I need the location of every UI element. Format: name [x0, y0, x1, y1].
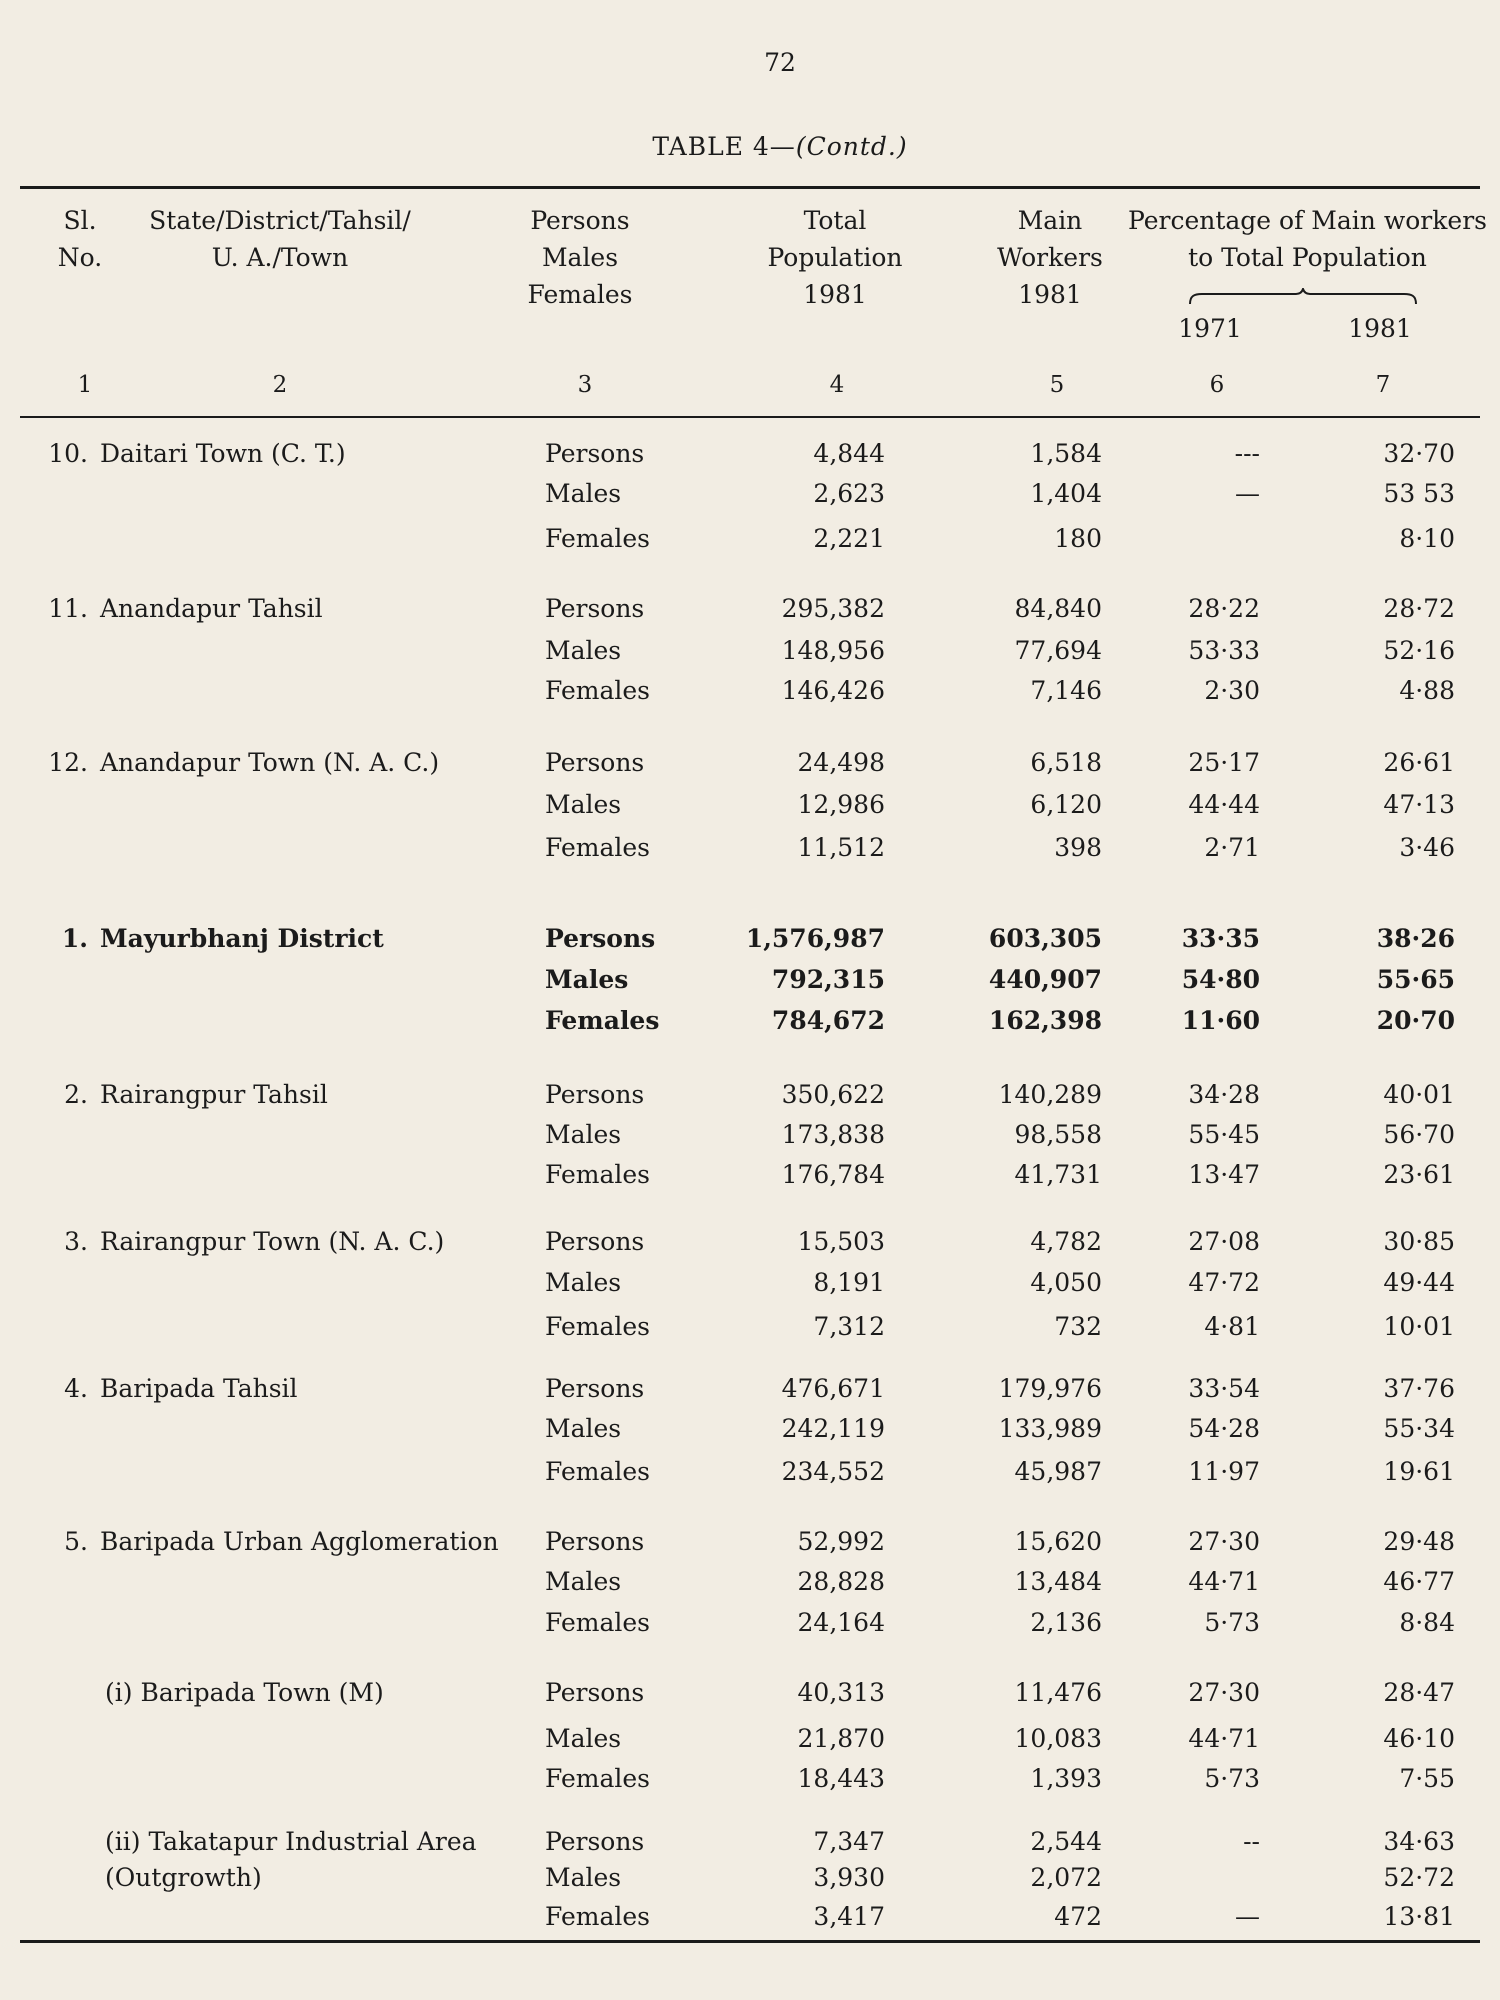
cell-p81: 10·01	[1383, 1312, 1455, 1341]
sex-label: Persons	[545, 1080, 645, 1109]
cell-p71: —	[1235, 1902, 1260, 1931]
cell-total: 148,956	[781, 636, 885, 665]
table-row	[0, 1263, 1500, 1303]
cell-p71: 27·30	[1188, 1527, 1260, 1556]
header-main-line: Main	[1017, 206, 1083, 235]
column-number: 1	[77, 372, 93, 398]
sex-label: Females	[545, 1160, 651, 1189]
cell-p81: 37·76	[1383, 1374, 1455, 1403]
cell-p71: 47·72	[1188, 1268, 1260, 1297]
cell-total: 146,426	[781, 676, 885, 705]
cell-p81: 26·61	[1383, 748, 1455, 777]
cell-p81: 19·61	[1383, 1457, 1455, 1486]
cell-total: 18,443	[797, 1764, 885, 1793]
cell-p81: 20·70	[1376, 1006, 1455, 1035]
cell-p81: 55·34	[1383, 1414, 1455, 1443]
cell-main: 10,083	[1014, 1724, 1102, 1753]
sex-label: Males	[545, 1268, 622, 1297]
cell-p71: 4·81	[1204, 1312, 1260, 1341]
cell-main: 2,136	[1030, 1608, 1102, 1637]
table-row	[0, 1001, 1500, 1041]
serial-number: 11.	[48, 594, 88, 623]
cell-main: 1,393	[1030, 1764, 1102, 1793]
cell-total: 784,672	[771, 1006, 885, 1035]
bottom-rule	[20, 1940, 1480, 1943]
cell-p81: 52·72	[1383, 1863, 1455, 1892]
cell-main: 6,120	[1030, 790, 1102, 819]
table-row	[0, 474, 1500, 514]
cell-p71: ---	[1234, 439, 1260, 468]
cell-p81: 4·88	[1399, 676, 1455, 705]
cell-p71: 54·80	[1181, 965, 1260, 994]
column-number: 7	[1375, 372, 1391, 398]
cell-main: 1,584	[1030, 439, 1102, 468]
cell-total: 3,417	[813, 1902, 885, 1931]
sex-label: Persons	[545, 1374, 645, 1403]
table-row	[0, 1155, 1500, 1195]
header-main-line: Workers	[997, 243, 1103, 272]
cell-p71: 33·54	[1188, 1374, 1260, 1403]
sex-label: Persons	[545, 1827, 645, 1856]
table-row	[0, 1759, 1500, 1799]
cell-main: 6,518	[1030, 748, 1102, 777]
cell-main: 98,558	[1014, 1120, 1102, 1149]
sex-label: Females	[545, 1457, 651, 1486]
cell-p81: 56·70	[1383, 1120, 1455, 1149]
sex-label: Females	[545, 1902, 651, 1931]
table-row	[0, 1719, 1500, 1759]
cell-main: 11,476	[1014, 1678, 1102, 1707]
cell-main: 4,782	[1030, 1227, 1102, 1256]
cell-p71: 54·28	[1188, 1414, 1260, 1443]
cell-main: 140,289	[998, 1080, 1102, 1109]
cell-p71: 44·71	[1188, 1567, 1260, 1596]
area-name: Mayurbhanj District	[100, 924, 384, 953]
cell-p81: 30·85	[1383, 1227, 1455, 1256]
cell-p81: 7·55	[1399, 1764, 1455, 1793]
header-total-line: 1981	[803, 280, 867, 309]
column-number: 4	[829, 372, 845, 398]
table-row	[0, 1897, 1500, 1937]
header-sl-line: Sl.	[63, 206, 97, 235]
header-percentage-line: Percentage of Main workers	[1128, 206, 1487, 235]
cell-total: 350,622	[781, 1080, 885, 1109]
cell-main: 603,305	[988, 924, 1102, 953]
cell-p71: 44·71	[1188, 1724, 1260, 1753]
sex-label: Males	[545, 790, 622, 819]
serial-number: 1.	[61, 924, 88, 953]
area-name: (Outgrowth)	[105, 1863, 262, 1892]
cell-p81: 46·77	[1383, 1567, 1455, 1596]
cell-main: 162,398	[988, 1006, 1102, 1035]
sex-label: Males	[545, 636, 622, 665]
cell-total: 1,576,987	[745, 924, 885, 953]
header-sex-line: Females	[527, 280, 633, 309]
cell-main: 2,544	[1030, 1827, 1102, 1856]
table-row	[0, 1858, 1500, 1898]
cell-p81: 46·10	[1383, 1724, 1455, 1753]
table-row	[0, 1369, 1500, 1409]
cell-main: 398	[1054, 833, 1102, 862]
cell-main: 41,731	[1014, 1160, 1102, 1189]
area-name: Anandapur Town (N. A. C.)	[100, 748, 440, 777]
cell-p71: 25·17	[1188, 748, 1260, 777]
table-row	[0, 434, 1500, 474]
cell-p71: 33·35	[1181, 924, 1260, 953]
cell-p71: 5·73	[1204, 1608, 1260, 1637]
sex-label: Persons	[545, 1527, 645, 1556]
table-row	[0, 631, 1500, 671]
sex-label: Persons	[545, 748, 645, 777]
area-name: Baripada Urban Agglomeration	[100, 1527, 499, 1556]
cell-main: 179,976	[998, 1374, 1102, 1403]
cell-main: 4,050	[1030, 1268, 1102, 1297]
sex-label: Males	[545, 1863, 622, 1892]
table-row	[0, 919, 1500, 959]
cell-total: 242,119	[781, 1414, 885, 1443]
cell-total: 24,164	[797, 1608, 885, 1637]
cell-total: 476,671	[781, 1374, 885, 1403]
cell-p81: 47·13	[1383, 790, 1455, 819]
table-row	[0, 1562, 1500, 1602]
cell-p81: 28·72	[1383, 594, 1455, 623]
cell-p71: 27·30	[1188, 1678, 1260, 1707]
cell-main: 472	[1054, 1902, 1102, 1931]
sex-label: Persons	[545, 1227, 645, 1256]
sex-label: Females	[545, 1608, 651, 1637]
cell-total: 792,315	[771, 965, 885, 994]
serial-number: 10.	[48, 439, 88, 468]
cell-total: 8,191	[813, 1268, 885, 1297]
header-sex-line: Persons	[530, 206, 630, 235]
cell-p71: 44·44	[1188, 790, 1260, 819]
column-number: 6	[1209, 372, 1225, 398]
column-number: 3	[577, 372, 593, 398]
header-percentage-line: to Total Population	[1188, 243, 1427, 272]
cell-main: 13,484	[1014, 1567, 1102, 1596]
table-row	[0, 1673, 1500, 1713]
cell-p81: 29·48	[1383, 1527, 1455, 1556]
cell-total: 7,347	[813, 1827, 885, 1856]
sex-label: Females	[545, 676, 651, 705]
serial-number: 3.	[64, 1227, 88, 1256]
table-row	[0, 1222, 1500, 1262]
serial-number: 4.	[64, 1374, 88, 1403]
cell-p71: —	[1235, 479, 1260, 508]
cell-main: 180	[1054, 524, 1102, 553]
cell-p81: 40·01	[1383, 1080, 1455, 1109]
cell-p71: 2·71	[1204, 833, 1260, 862]
cell-main: 1,404	[1030, 479, 1102, 508]
sex-label: Females	[545, 1312, 651, 1341]
area-name: Anandapur Tahsil	[100, 594, 323, 623]
serial-number: 5.	[64, 1527, 88, 1556]
cell-p71: 27·08	[1188, 1227, 1260, 1256]
header-name-line: U. A./Town	[211, 243, 349, 272]
area-name: (i) Baripada Town (M)	[105, 1678, 384, 1707]
area-name: Baripada Tahsil	[100, 1374, 298, 1403]
table-row	[0, 1307, 1500, 1347]
table-row	[0, 589, 1500, 629]
cell-p81: 13·81	[1383, 1902, 1455, 1931]
cell-p81: 32·70	[1383, 439, 1455, 468]
cell-p71: 53·33	[1188, 636, 1260, 665]
cell-p71: --	[1243, 1827, 1260, 1856]
table-row	[0, 671, 1500, 711]
cell-main: 77,694	[1014, 636, 1102, 665]
cell-p81: 8·84	[1399, 1608, 1455, 1637]
cell-main: 2,072	[1030, 1863, 1102, 1892]
table-row	[0, 960, 1500, 1000]
cell-total: 234,552	[781, 1457, 885, 1486]
cell-main: 7,146	[1030, 676, 1102, 705]
cell-total: 3,930	[813, 1863, 885, 1892]
cell-total: 15,503	[797, 1227, 885, 1256]
cell-total: 7,312	[813, 1312, 885, 1341]
cell-p81: 23·61	[1383, 1160, 1455, 1189]
area-name: (ii) Takatapur Industrial Area	[105, 1827, 477, 1856]
header-name-line: State/District/Tahsil/	[149, 206, 411, 235]
sex-label: Females	[545, 833, 651, 862]
sex-label: Females	[545, 524, 651, 553]
cell-p81: 53 53	[1383, 479, 1455, 508]
table-row	[0, 1075, 1500, 1115]
serial-number: 12.	[48, 748, 88, 777]
cell-total: 173,838	[781, 1120, 885, 1149]
table-row	[0, 1452, 1500, 1492]
cell-total: 24,498	[797, 748, 885, 777]
cell-p71: 11·97	[1188, 1457, 1260, 1486]
header-main-line: 1981	[1018, 280, 1082, 309]
table-row	[0, 519, 1500, 559]
sex-label: Females	[545, 1006, 660, 1035]
sex-label: Persons	[545, 1678, 645, 1707]
sex-label: Males	[545, 1567, 622, 1596]
cell-total: 4,844	[813, 439, 885, 468]
header-sl-line: No.	[57, 243, 103, 272]
sex-label: Persons	[545, 924, 656, 953]
cell-p71: 2·30	[1204, 676, 1260, 705]
area-name: Rairangpur Town (N. A. C.)	[100, 1227, 445, 1256]
table-row	[0, 1603, 1500, 1643]
table-row	[0, 828, 1500, 868]
table-row	[0, 743, 1500, 783]
cell-total: 2,221	[813, 524, 885, 553]
cell-p71: 11·60	[1181, 1006, 1260, 1035]
cell-p81: 55·65	[1376, 965, 1455, 994]
table-row	[0, 1822, 1500, 1862]
sex-label: Males	[545, 1724, 622, 1753]
cell-total: 11,512	[797, 833, 885, 862]
table-row	[0, 1522, 1500, 1562]
table-title-label: TABLE 4—	[652, 132, 796, 161]
table-row	[0, 1409, 1500, 1449]
cell-main: 45,987	[1014, 1457, 1102, 1486]
cell-p71: 5·73	[1204, 1764, 1260, 1793]
cell-main: 84,840	[1014, 594, 1102, 623]
sex-label: Males	[545, 1120, 622, 1149]
table-row	[0, 1115, 1500, 1155]
cell-p71: 28·22	[1188, 594, 1260, 623]
cell-total: 2,623	[813, 479, 885, 508]
cell-total: 40,313	[797, 1678, 885, 1707]
area-name: Rairangpur Tahsil	[100, 1080, 328, 1109]
cell-main: 440,907	[988, 965, 1102, 994]
cell-p81: 8·10	[1399, 524, 1455, 553]
cell-total: 176,784	[781, 1160, 885, 1189]
cell-p71: 55·45	[1188, 1120, 1260, 1149]
sex-label: Males	[545, 479, 622, 508]
sex-label: Males	[545, 1414, 622, 1443]
sex-label: Females	[545, 1764, 651, 1793]
cell-total: 21,870	[797, 1724, 885, 1753]
header-total-line: Total	[803, 206, 867, 235]
sex-label: Males	[545, 965, 629, 994]
serial-number: 2.	[64, 1080, 88, 1109]
header-year-1971: 1971	[1178, 314, 1242, 343]
cell-main: 133,989	[998, 1414, 1102, 1443]
cell-p81: 49·44	[1383, 1268, 1455, 1297]
cell-main: 732	[1054, 1312, 1102, 1341]
header-year-1981: 1981	[1348, 314, 1412, 343]
cell-total: 12,986	[797, 790, 885, 819]
cell-total: 295,382	[781, 594, 885, 623]
header-sex-line: Males	[541, 243, 619, 272]
cell-main: 15,620	[1014, 1527, 1102, 1556]
cell-total: 52,992	[797, 1527, 885, 1556]
sex-label: Persons	[545, 594, 645, 623]
area-name: Daitari Town (C. T.)	[100, 439, 346, 468]
column-number: 2	[272, 372, 288, 398]
cell-p71: 34·28	[1188, 1080, 1260, 1109]
cell-p81: 38·26	[1376, 924, 1455, 953]
column-number: 5	[1049, 372, 1065, 398]
header-total-line: Population	[767, 243, 903, 272]
cell-p81: 3·46	[1399, 833, 1455, 862]
cell-p71: 13·47	[1188, 1160, 1260, 1189]
cell-total: 28,828	[797, 1567, 885, 1596]
sex-label: Persons	[545, 439, 645, 468]
table-title-suffix: (Contd.)	[795, 132, 908, 161]
page-number: 72	[764, 48, 796, 77]
table-row	[0, 785, 1500, 825]
cell-p81: 34·63	[1383, 1827, 1455, 1856]
cell-p81: 52·16	[1383, 636, 1455, 665]
cell-p81: 28·47	[1383, 1678, 1455, 1707]
